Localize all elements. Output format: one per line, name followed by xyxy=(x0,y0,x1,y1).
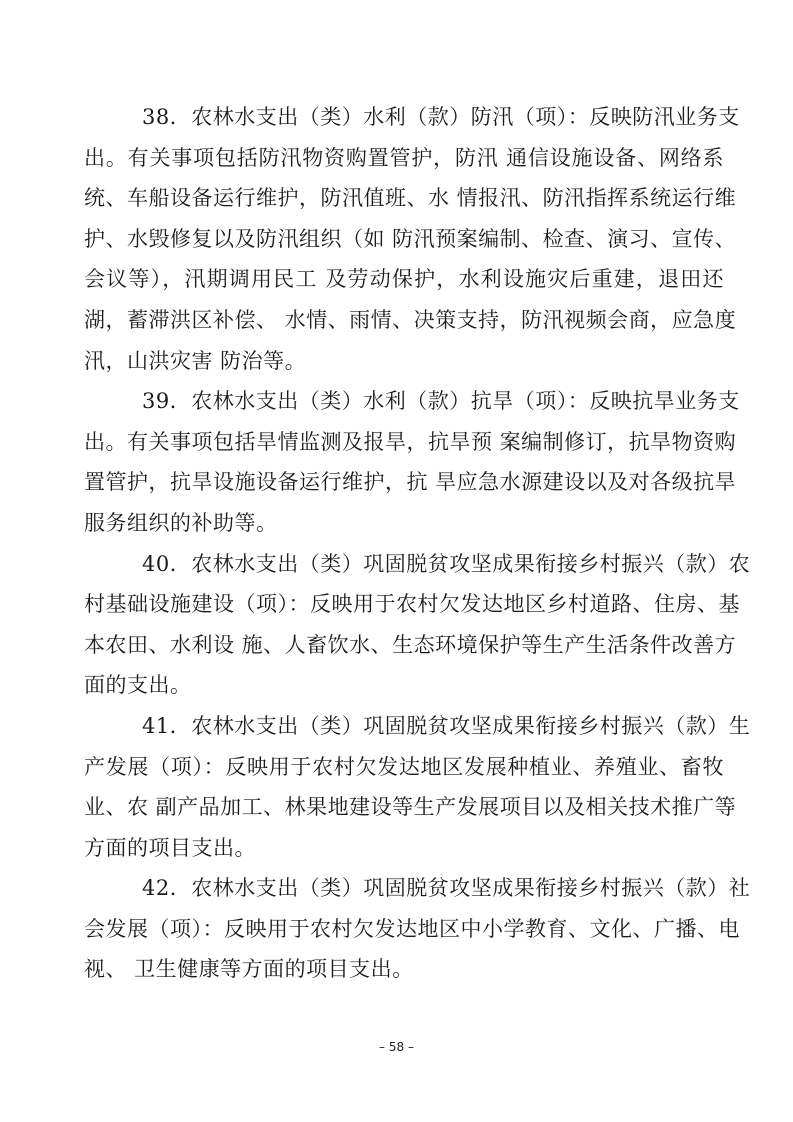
paragraph-line: 42．农林水支出（类）巩固脱贫攻坚成果衔接乡村振兴（款）社 xyxy=(142,876,751,901)
paragraph-line: 会议等），汛期调用民工 及劳动保护，水利设施灾后重建，退田还 xyxy=(84,267,724,292)
paragraph-line: 业、农 副产品加工、林果地建设等生产发展项目以及相关技术推广等 xyxy=(84,795,737,820)
paragraph-line: 面的支出。 xyxy=(84,673,192,698)
paragraph xyxy=(84,544,751,706)
paragraph-line: 护、水毁修复以及防汛组织（如 防汛预案编制、检查、演习、宣传、 xyxy=(84,226,737,251)
paragraph-line: 湖，蓄滞洪区补偿、 水情、雨情、决策支持，防汛视频会商，应急度 xyxy=(84,307,737,332)
paragraph-line: 40．农林水支出（类）巩固脱贫攻坚成果衔接乡村振兴（款）农 xyxy=(142,551,751,576)
page-number: – 58 – xyxy=(379,1040,414,1054)
paragraph-line: 方面的项目支出。 xyxy=(84,835,256,860)
paragraph-line: 38．农林水支出（类）水利（款）防汛（项）：反映防汛业务支 xyxy=(142,105,740,129)
paragraph xyxy=(84,381,740,543)
document-body xyxy=(84,97,751,990)
paragraph xyxy=(84,97,740,381)
paragraph-line: 服务组织的补助等。 xyxy=(84,510,278,535)
paragraph xyxy=(84,706,751,868)
paragraph-line: 村基础设施建设（项）：反映用于农村欠发达地区乡村道路、住房、基 xyxy=(84,592,740,617)
paragraph-line: 汛，山洪灾害 防治等。 xyxy=(84,348,307,373)
paragraph xyxy=(84,868,751,990)
paragraph-line: 会发展（项）：反映用于农村欠发达地区中小学教育、文化、广播、电 xyxy=(84,916,740,941)
paragraph-line: 出。有关事项包括旱情监测及报旱，抗旱预 案编制修订，抗旱物资购 xyxy=(84,429,737,454)
paragraph-line: 统、车船设备运行维护，防汛值班、水 情报汛、防汛指挥系统运行维 xyxy=(84,186,737,211)
paragraph-line: 视、 卫生健康等方面的项目支出。 xyxy=(84,957,414,982)
paragraph-line: 置管护，抗旱设施设备运行维护，抗 旱应急水源建设以及对各级抗旱 xyxy=(84,470,737,495)
paragraph-line: 出。有关事项包括防汛物资购置管护，防汛 通信设施设备、网络系 xyxy=(84,145,724,170)
paragraph-line: 本农田、水利设 施、人畜饮水、生态环境保护等生产生活条件改善方 xyxy=(84,632,737,657)
paragraph-line: 41．农林水支出（类）巩固脱贫攻坚成果衔接乡村振兴（款）生 xyxy=(142,713,751,738)
paragraph-line: 产发展（项）：反映用于农村欠发达地区发展种植业、养殖业、畜牧 xyxy=(84,754,724,779)
paragraph-line: 39．农林水支出（类）水利（款）抗旱（项）：反映抗旱业务支 xyxy=(142,389,740,414)
